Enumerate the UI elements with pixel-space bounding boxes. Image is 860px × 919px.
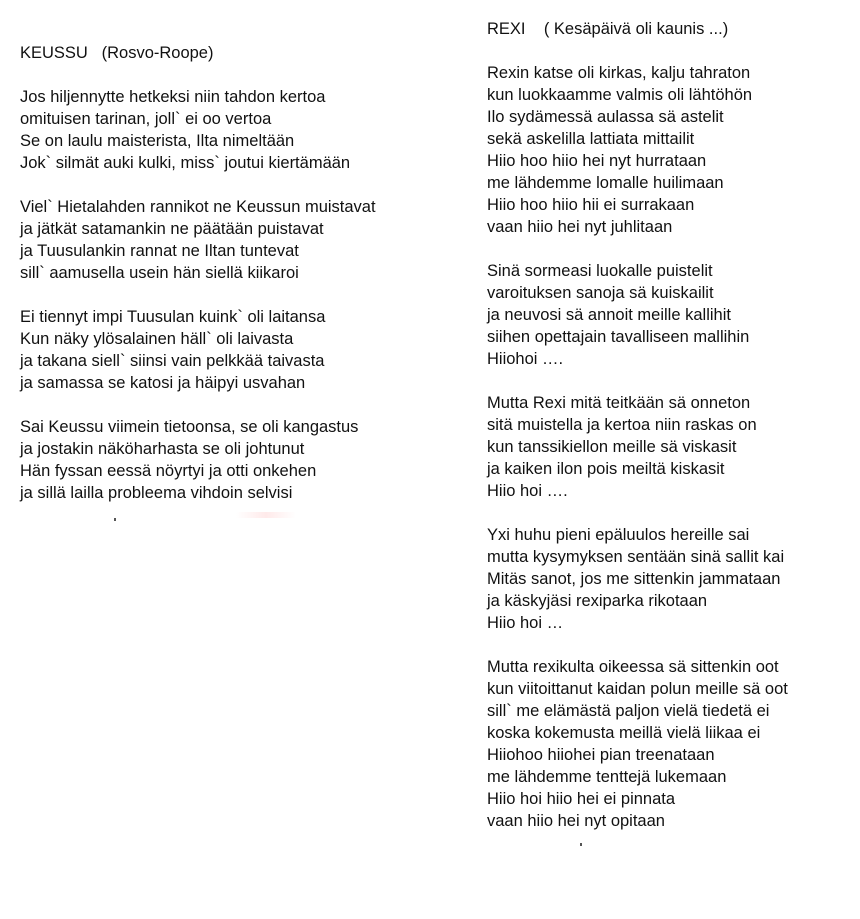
poem-line: Jos hiljennytte hetkeksi niin tahdon kertoa xyxy=(20,88,326,106)
left-poem xyxy=(20,0,460,526)
poem-line: kun tanssikiellon meille sä viskasit xyxy=(487,438,737,456)
poem-line: sekä askelilla lattiata mittailit xyxy=(487,130,695,148)
poem-line: mutta kysymyksen sentään sinä sallit kai xyxy=(487,548,785,566)
left-stanza-1 xyxy=(20,86,460,174)
poem-line: me lähdemme tenttejä lukemaan xyxy=(487,768,727,786)
poem-line: omituisen tarinan, joll` ei oo vertoa xyxy=(20,110,272,128)
poem-line: ja jätkät satamankin ne päätään puistavat xyxy=(20,220,324,238)
left-poem-title: KEUSSU (Rosvo-Roope) xyxy=(20,44,214,62)
poem-line: Hän fyssan eessä nöyrtyi ja otti onkehen xyxy=(20,462,317,480)
poem-line: Mutta Rexi mitä teitkään sä onneton xyxy=(487,394,751,412)
poem-line: Hiiohoi …. xyxy=(487,350,564,368)
left-stanza-2 xyxy=(20,196,460,284)
poem-line: Ilo sydämessä aulassa sä astelit xyxy=(487,108,724,126)
scan-smudge xyxy=(236,512,296,518)
poem-line: Sai Keussu viimein tietoonsa, se oli kangastus xyxy=(20,418,359,436)
right-stanza-4 xyxy=(487,524,855,634)
poem-line: Sinä sormeasi luokalle puistelit xyxy=(487,262,713,280)
left-stanza-3 xyxy=(20,306,460,394)
poem-line: Hiio hoi hiio hei ei pinnata xyxy=(487,790,676,808)
right-poem xyxy=(487,0,855,854)
poem-line: kun viitoittanut kaidan polun meille sä oot xyxy=(487,680,788,698)
poem-line: Rexin katse oli kirkas, kalju tahraton xyxy=(487,64,751,82)
right-poem-title: REXI ( Kesäpäivä oli kaunis ...) xyxy=(487,20,729,38)
poem-line: siihen opettajain tavalliseen mallihin xyxy=(487,328,750,346)
right-stanza-2 xyxy=(487,260,855,370)
poem-line: kun luokkaamme valmis oli lähtöhön xyxy=(487,86,753,104)
poem-line: ja jostakin näköharhasta se oli johtunut xyxy=(20,440,305,458)
poem-line: Mutta rexikulta oikeessa sä sittenkin oot xyxy=(487,658,779,676)
poem-line: Hiiohoo hiiohei pian treenataan xyxy=(487,746,715,764)
poem-line: Se on laulu maisterista, Ilta nimeltään xyxy=(20,132,295,150)
poem-line: vaan hiio hei nyt juhlitaan xyxy=(487,218,673,236)
scan-speck xyxy=(580,843,582,846)
scan-speck xyxy=(114,518,116,521)
poem-line: ja Tuusulankin rannat ne Iltan tuntevat xyxy=(20,242,299,260)
poem-line: Jok` silmät auki kulki, miss` joutui kiertämään xyxy=(20,154,351,172)
poem-line: ja kaiken ilon pois meiltä kiskasit xyxy=(487,460,725,478)
poem-line: Ei tiennyt impi Tuusulan kuink` oli laitansa xyxy=(20,308,326,326)
poem-line: Hiio hoi … xyxy=(487,614,564,632)
poem-line: sill` me elämästä paljon vielä tiedetä ei xyxy=(487,702,770,720)
poem-line: koska kokemusta meillä vielä liikaa ei xyxy=(487,724,761,742)
poem-line: ja samassa se katosi ja häipyi usvahan xyxy=(20,374,306,392)
poem-line: ja neuvosi sä annoit meille kallihit xyxy=(487,306,731,324)
poem-line: sitä muistella ja kertoa niin raskas on xyxy=(487,416,757,434)
right-stanza-1 xyxy=(487,62,855,238)
poem-line: Hiio hoi …. xyxy=(487,482,568,500)
poem-line: ja takana siell` siinsi vain pelkkää taivasta xyxy=(20,352,325,370)
left-stanza-4 xyxy=(20,416,460,504)
poem-line: vaan hiio hei nyt opitaan xyxy=(487,812,665,830)
poem-line: Yxi huhu pieni epäluulos hereille sai xyxy=(487,526,750,544)
poem-line: Viel` Hietalahden rannikot ne Keussun muistavat xyxy=(20,198,376,216)
right-stanza-3 xyxy=(487,392,855,502)
poem-line: Mitäs sanot, jos me sittenkin jammataan xyxy=(487,570,781,588)
poem-line: varoituksen sanoja sä kuiskailit xyxy=(487,284,714,302)
poem-line: ja käskyjäsi rexiparka rikotaan xyxy=(487,592,708,610)
poem-line: ja sillä lailla probleema vihdoin selvisi xyxy=(20,484,293,502)
poem-line: Hiio hoo hiio hii ei surrakaan xyxy=(487,196,695,214)
right-stanza-5 xyxy=(487,656,855,832)
poem-line: me lähdemme lomalle huilimaan xyxy=(487,174,724,192)
poem-line: Kun näky ylösalainen häll` oli laivasta xyxy=(20,330,294,348)
poem-line: Hiio hoo hiio hei nyt hurrataan xyxy=(487,152,707,170)
poem-line: sill` aamusella usein hän siellä kiikaroi xyxy=(20,264,299,282)
